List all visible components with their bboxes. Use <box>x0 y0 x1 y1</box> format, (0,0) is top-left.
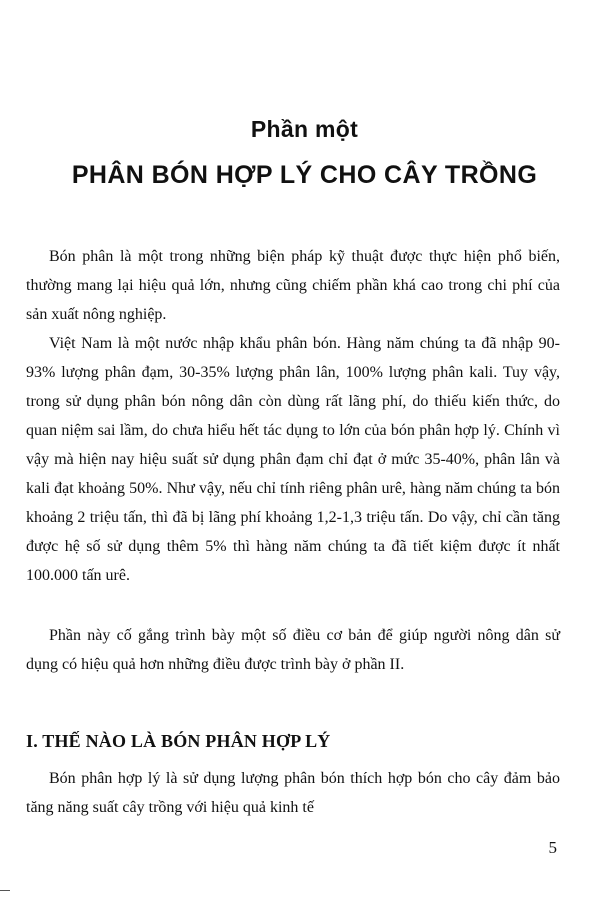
crop-mark <box>0 890 10 891</box>
paragraph-text: Phần này cố gắng trình bày một số điều cơ bản để giúp người nông dân sử dụng có hiệu quả hơn những điều được trình bày ở phần II. <box>26 627 560 673</box>
paragraph-vietnam-imports <box>26 329 560 590</box>
paragraph-intro <box>26 242 560 329</box>
main-title: PHÂN BÓN HỢP LÝ CHO CÂY TRỒNG <box>71 161 538 189</box>
paragraph-text: Bón phân hợp lý là sử dụng lượng phân bón thích hợp bón cho cây đảm bảo tăng năng suất cây trồng với hiệu quả kinh tế <box>26 770 560 816</box>
paragraph-text: Việt Nam là một nước nhập khẩu phân bón. Hàng năm chúng ta đã nhập 90-93% lượng phân đạm, 30-35% lượng phân lân, 100% lượng phân kali. Tuy vậy, trong sử dụng phân bón nông dân còn dùng rất lãng phí, do thiếu kiến thức, do quan niệm sai lầm, do chưa hiểu hết tác dụng to lớn của bón phân hợp lý. Chính vì vậy mà hiện nay hiệu suất sử dụng phân đạm chỉ đạt ở mức 35-40%, phân lân và kali đạt khoảng 50%. Như vậy, nếu chỉ tính riêng phân urê, hàng năm chúng ta bón khoảng 2 triệu tấn, thì đã bị lãng phí khoảng 1,2-1,3 triệu tấn. Do vậy, chỉ cần tăng được hệ số sử dụng thêm 5% thì hàng năm chúng ta đã tiết kiệm được ít nhất 100.000 tấn urê. <box>26 335 560 584</box>
paragraph-purpose <box>26 621 560 679</box>
section-heading: I. THẾ NÀO LÀ BÓN PHÂN HỢP LÝ <box>26 731 331 751</box>
page-number: 5 <box>548 838 557 857</box>
paragraph-text: Bón phân là một trong những biện pháp kỹ thuật được thực hiện phổ biến, thường mang lại hiệu quả lớn, nhưng cũng chiếm phần khá cao trong chi phí của sản xuất nông nghiệp. <box>26 248 560 323</box>
paragraph-definition <box>26 764 560 822</box>
part-title: Phần một <box>250 116 359 142</box>
